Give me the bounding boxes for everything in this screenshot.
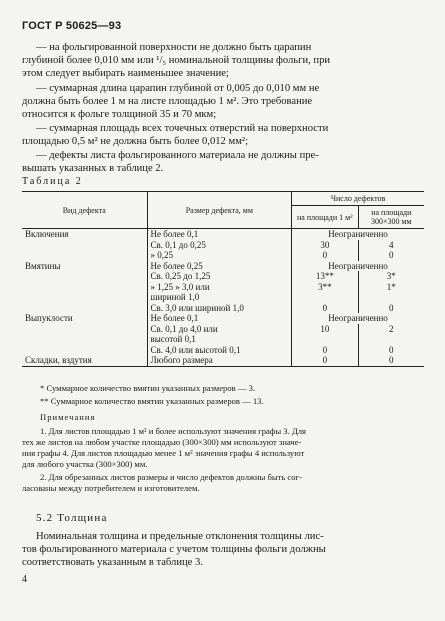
- cell-defect: Складки, вздутия: [22, 355, 147, 366]
- cell-count-1m2: Неограниченно: [292, 313, 424, 324]
- col-header-defect: Вид дефекта: [22, 192, 147, 229]
- cell-count-1m2: 13**: [292, 271, 358, 282]
- cell-size: Св. 3,0 или шириной 1,0: [147, 303, 292, 314]
- cell-count-1m2: 30: [292, 240, 358, 251]
- cell-count-1m2: [292, 292, 358, 303]
- section-text-line: тов фольгированного материала с учетом толщины фольги должны: [22, 544, 326, 555]
- note-line: для любого участка (300×300) мм.: [22, 459, 148, 469]
- cell-size: Св. 0,1 до 4,0 или: [147, 324, 292, 335]
- cell-count-300: 0: [358, 345, 424, 356]
- cell-size: Св. 0,1 до 0,25: [147, 240, 292, 251]
- paragraph-line: — суммарная площадь всех точечных отверстий на поверхности: [36, 123, 329, 134]
- col-header-area-1m2: на площади 1 м²: [292, 206, 358, 229]
- cell-count-1m2: Неограниченно: [292, 261, 424, 272]
- table-row: [22, 250, 424, 261]
- cell-count-300: 0: [358, 303, 424, 314]
- table-row: [22, 355, 424, 366]
- cell-size: высотой 0,1: [147, 334, 292, 345]
- note-line: ния графы 4. Для листов площадью менее 1 м² значения графы 4 используют: [22, 448, 305, 458]
- table-row: [22, 271, 424, 282]
- cell-defect: [22, 240, 147, 251]
- cell-defect: Выпуклости: [25, 313, 73, 323]
- paragraph-line: глубиной более 0,010 мм или ¹/₅ номинальной толщины фольги, при: [22, 55, 331, 66]
- table-row: [22, 334, 424, 345]
- cell-size: Не более 0,1: [147, 229, 292, 240]
- notes-title: Примечания: [40, 412, 96, 422]
- cell-defect: [22, 345, 147, 356]
- table-row: [22, 240, 424, 251]
- section-text-line: соответствовать указанным в таблице 3.: [22, 557, 203, 568]
- cell-count-300: [358, 292, 424, 303]
- cell-size: шириной 1,0: [147, 292, 292, 303]
- cell-count-1m2: 3**: [292, 282, 358, 293]
- paragraph-line: площадью 0,5 м² не должна быть более 0,012 мм²;: [22, 136, 249, 147]
- table-caption: Таблица 2: [22, 176, 83, 187]
- cell-size: Не более 0,1: [147, 313, 292, 324]
- col-header-area-300: на площади 300×300 мм: [358, 206, 424, 229]
- defects-table: [22, 191, 424, 367]
- cell-size: » 1,25 » 3,0 или: [147, 282, 292, 293]
- page-header: ГОСТ Р 50625—93: [22, 20, 122, 32]
- note-line: ласованы между потребителем и изготовителем.: [22, 483, 200, 493]
- table-row: [22, 282, 424, 293]
- note-line: 2. Для обрезанных листов размеры и число дефектов должны быть сог-: [40, 472, 302, 482]
- cell-count-1m2: 0: [292, 345, 358, 356]
- cell-defect: [22, 250, 147, 261]
- footnote: ** Суммарное количество вмятин указанных размеров — 13.: [40, 396, 264, 406]
- cell-defect: [22, 292, 147, 303]
- section-title: 5.2 Толщина: [36, 512, 108, 524]
- cell-defect: [22, 334, 147, 345]
- col-header-count: Число дефектов: [292, 192, 424, 206]
- table-row: [22, 292, 424, 303]
- section-text-line: Номинальная толщина и предельные отклонения толщины лис-: [36, 531, 324, 542]
- cell-size: » 0,25: [147, 250, 292, 261]
- cell-count-300: 1*: [358, 282, 424, 293]
- paragraph-line: должна быть более 1 м на листе площадью 1 м². Это требование: [22, 96, 313, 107]
- table-row: [22, 229, 424, 240]
- table-row: [22, 303, 424, 314]
- col-header-size: Размер дефекта, мм: [147, 192, 292, 229]
- cell-count-300: 2: [358, 324, 424, 335]
- cell-defect: Вмятины: [25, 260, 61, 271]
- cell-count-1m2: 10: [292, 324, 358, 335]
- cell-count-1m2: [292, 334, 358, 345]
- table-row: [22, 261, 424, 272]
- cell-size: Не более 0,25: [147, 261, 292, 272]
- cell-count-300: 3*: [358, 271, 424, 282]
- cell-count-300: 0: [358, 355, 424, 366]
- page-number: 4: [22, 574, 27, 585]
- paragraph-line: вышать указанных в таблице 2.: [22, 163, 164, 174]
- paragraph-line: — суммарная длина царапин глубиной от 0,005 до 0,010 мм не: [36, 83, 320, 94]
- footnote: * Суммарное количество вмятин указанных размеров — 3.: [40, 383, 256, 393]
- cell-count-1m2: Неограниченно: [292, 229, 424, 240]
- cell-size: Св. 0,25 до 1,25: [147, 271, 292, 282]
- cell-defect: [22, 282, 147, 293]
- table-row: [22, 324, 424, 335]
- cell-defect: Включения: [25, 229, 69, 239]
- table-row: [22, 345, 424, 356]
- paragraph-line: относится к фольге толщиной 35 и 70 мкм;: [22, 109, 217, 120]
- cell-defect: [22, 271, 147, 282]
- note-line: 1. Для листов площадью 1 м² и более используют значения графы 3. Для: [40, 426, 306, 436]
- cell-count-300: [358, 334, 424, 345]
- cell-defect: [22, 303, 147, 314]
- paragraph-line: — на фольгированной поверхности не должно быть царапин: [36, 42, 312, 53]
- cell-count-1m2: 0: [292, 355, 358, 366]
- paragraph-line: — дефекты листа фольгированного материала не должны пре-: [36, 150, 319, 161]
- cell-defect: [22, 324, 147, 335]
- cell-count-1m2: 0: [292, 303, 358, 314]
- cell-count-300: 0: [358, 250, 424, 261]
- cell-count-300: 4: [358, 240, 424, 251]
- note-line: тех же листов на любом участке площадью (300×300) мм используют значе-: [22, 437, 302, 447]
- table-row: [22, 313, 424, 324]
- cell-size: Св. 4,0 или высотой 0,1: [147, 345, 292, 356]
- cell-size: Любого размера: [147, 355, 292, 366]
- paragraph-line: этом следует выбирать наименьшее значение;: [22, 68, 229, 79]
- cell-count-1m2: 0: [292, 250, 358, 261]
